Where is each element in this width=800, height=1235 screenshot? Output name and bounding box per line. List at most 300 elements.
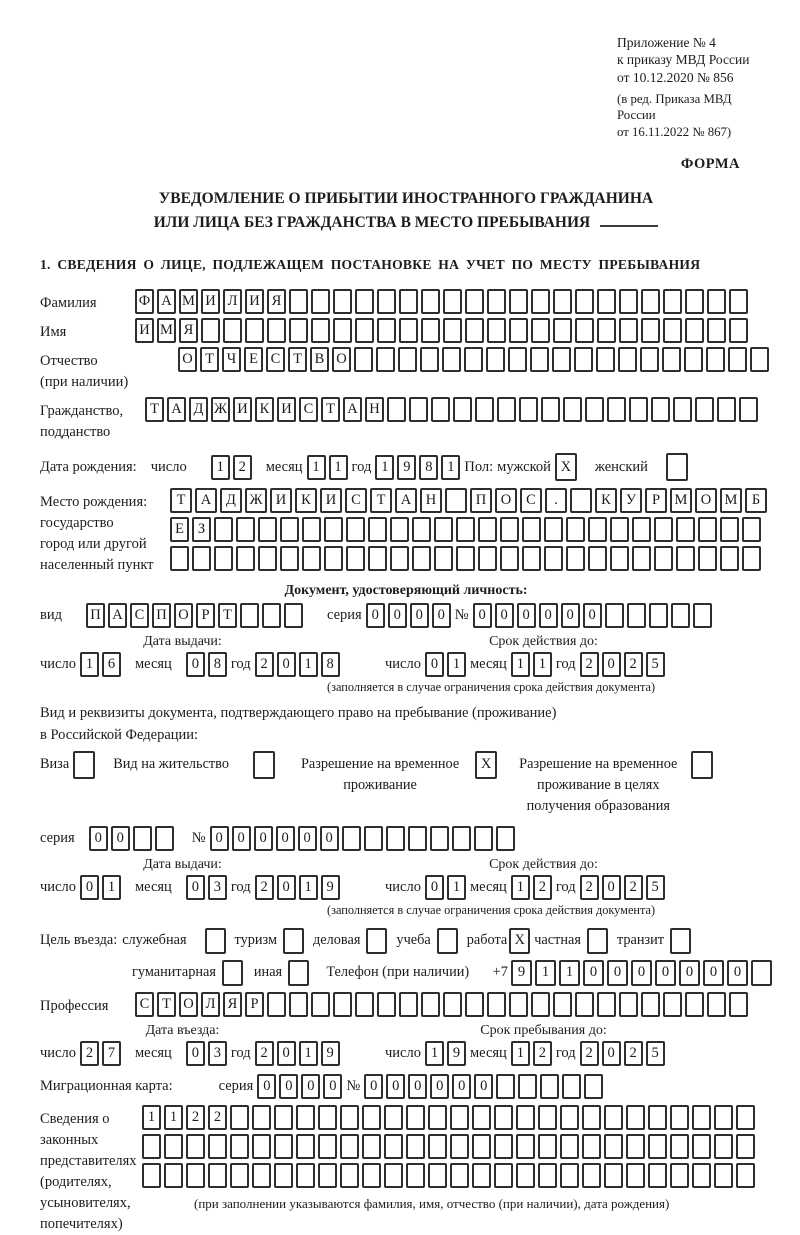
form-cell[interactable] bbox=[456, 517, 475, 542]
form-cell[interactable] bbox=[607, 397, 626, 422]
form-cell[interactable] bbox=[296, 1105, 315, 1130]
form-cell[interactable] bbox=[252, 1134, 271, 1159]
form-cell[interactable] bbox=[465, 289, 484, 314]
form-cell[interactable]: О bbox=[178, 347, 197, 372]
form-cell[interactable] bbox=[406, 1105, 425, 1130]
form-cell[interactable] bbox=[450, 1134, 469, 1159]
form-cell[interactable]: 8 bbox=[321, 652, 340, 677]
form-cell[interactable] bbox=[494, 1163, 513, 1188]
form-cell[interactable]: М bbox=[670, 488, 692, 513]
form-cell[interactable] bbox=[487, 318, 506, 343]
form-cell[interactable] bbox=[283, 928, 304, 954]
form-cell[interactable] bbox=[729, 289, 748, 314]
form-cell[interactable] bbox=[673, 397, 692, 422]
form-cell[interactable]: 7 bbox=[102, 1041, 121, 1066]
form-cell[interactable]: П bbox=[152, 603, 171, 628]
form-cell[interactable] bbox=[340, 1134, 359, 1159]
form-cell[interactable] bbox=[629, 397, 648, 422]
form-cell[interactable] bbox=[648, 1163, 667, 1188]
form-cell[interactable]: П bbox=[470, 488, 492, 513]
form-cell[interactable]: К bbox=[595, 488, 617, 513]
form-cell[interactable] bbox=[640, 347, 659, 372]
form-cell[interactable]: 1 bbox=[447, 652, 466, 677]
form-cell[interactable]: С bbox=[130, 603, 149, 628]
form-cell[interactable] bbox=[428, 1105, 447, 1130]
form-cell[interactable]: И bbox=[201, 289, 220, 314]
form-cell[interactable]: Т bbox=[218, 603, 237, 628]
form-cell[interactable] bbox=[450, 1105, 469, 1130]
form-cell[interactable] bbox=[619, 289, 638, 314]
form-cell[interactable] bbox=[651, 397, 670, 422]
form-cell[interactable] bbox=[230, 1105, 249, 1130]
form-cell[interactable] bbox=[475, 397, 494, 422]
form-cell[interactable] bbox=[245, 318, 264, 343]
form-cell[interactable]: 2 bbox=[580, 1041, 599, 1066]
form-cell[interactable]: Д bbox=[189, 397, 208, 422]
form-cell[interactable] bbox=[605, 603, 624, 628]
form-cell[interactable] bbox=[596, 347, 615, 372]
form-cell[interactable] bbox=[736, 1134, 755, 1159]
form-cell[interactable]: К bbox=[255, 397, 274, 422]
form-cell[interactable] bbox=[267, 992, 286, 1017]
form-cell[interactable] bbox=[333, 318, 352, 343]
form-cell[interactable]: С bbox=[299, 397, 318, 422]
form-cell[interactable] bbox=[588, 517, 607, 542]
form-cell[interactable]: 0 bbox=[323, 1074, 342, 1099]
form-cell[interactable]: 3 bbox=[208, 1041, 227, 1066]
form-cell[interactable]: 2 bbox=[208, 1105, 227, 1130]
form-cell[interactable] bbox=[736, 1105, 755, 1130]
form-cell[interactable]: 9 bbox=[321, 875, 340, 900]
form-cell[interactable] bbox=[324, 517, 343, 542]
form-cell[interactable]: 0 bbox=[425, 652, 444, 677]
form-cell[interactable] bbox=[714, 1105, 733, 1130]
form-cell[interactable] bbox=[472, 1105, 491, 1130]
form-cell[interactable] bbox=[597, 318, 616, 343]
form-cell[interactable]: О bbox=[495, 488, 517, 513]
form-cell[interactable] bbox=[729, 318, 748, 343]
form-cell[interactable]: Я bbox=[223, 992, 242, 1017]
form-cell[interactable]: 0 bbox=[703, 960, 724, 986]
form-cell[interactable]: 1 bbox=[533, 652, 552, 677]
form-cell[interactable]: X bbox=[509, 928, 530, 954]
form-cell[interactable]: 2 bbox=[255, 652, 274, 677]
form-cell[interactable]: 2 bbox=[255, 1041, 274, 1066]
form-cell[interactable] bbox=[553, 992, 572, 1017]
form-cell[interactable] bbox=[619, 318, 638, 343]
form-cell[interactable] bbox=[604, 1134, 623, 1159]
form-cell[interactable]: 0 bbox=[232, 826, 251, 851]
form-cell[interactable] bbox=[717, 397, 736, 422]
form-cell[interactable] bbox=[430, 826, 449, 851]
form-cell[interactable] bbox=[626, 1134, 645, 1159]
form-cell[interactable] bbox=[487, 992, 506, 1017]
form-cell[interactable]: 0 bbox=[254, 826, 273, 851]
form-cell[interactable]: У bbox=[620, 488, 642, 513]
form-cell[interactable] bbox=[588, 546, 607, 571]
form-cell[interactable]: Н bbox=[365, 397, 384, 422]
form-cell[interactable] bbox=[205, 928, 226, 954]
form-cell[interactable] bbox=[252, 1163, 271, 1188]
form-cell[interactable] bbox=[342, 826, 361, 851]
form-cell[interactable] bbox=[346, 517, 365, 542]
form-cell[interactable] bbox=[626, 1105, 645, 1130]
form-cell[interactable]: Ж bbox=[245, 488, 267, 513]
form-cell[interactable] bbox=[663, 289, 682, 314]
form-cell[interactable] bbox=[296, 1134, 315, 1159]
form-cell[interactable]: 1 bbox=[425, 1041, 444, 1066]
form-cell[interactable] bbox=[676, 517, 695, 542]
form-cell[interactable] bbox=[632, 546, 651, 571]
form-cell[interactable] bbox=[456, 546, 475, 571]
form-cell[interactable]: 1 bbox=[164, 1105, 183, 1130]
form-cell[interactable] bbox=[618, 347, 637, 372]
form-cell[interactable]: 1 bbox=[375, 455, 394, 480]
form-cell[interactable]: 0 bbox=[602, 652, 621, 677]
form-cell[interactable]: В bbox=[310, 347, 329, 372]
form-cell[interactable]: 0 bbox=[277, 652, 296, 677]
form-cell[interactable]: 0 bbox=[539, 603, 558, 628]
form-cell[interactable] bbox=[684, 347, 703, 372]
form-cell[interactable]: 1 bbox=[511, 875, 530, 900]
form-cell[interactable]: С bbox=[266, 347, 285, 372]
form-cell[interactable] bbox=[662, 347, 681, 372]
form-cell[interactable]: 0 bbox=[602, 1041, 621, 1066]
form-cell[interactable] bbox=[362, 1134, 381, 1159]
form-cell[interactable]: 0 bbox=[583, 960, 604, 986]
form-cell[interactable]: X bbox=[555, 453, 577, 481]
form-cell[interactable] bbox=[311, 318, 330, 343]
form-cell[interactable]: 0 bbox=[111, 826, 130, 851]
form-cell[interactable]: X bbox=[475, 751, 497, 779]
form-cell[interactable]: 5 bbox=[646, 875, 665, 900]
form-cell[interactable] bbox=[641, 318, 660, 343]
form-cell[interactable] bbox=[274, 1163, 293, 1188]
form-cell[interactable]: З bbox=[192, 517, 211, 542]
form-cell[interactable]: 2 bbox=[233, 455, 252, 480]
form-cell[interactable]: Н bbox=[420, 488, 442, 513]
form-cell[interactable] bbox=[584, 1074, 603, 1099]
form-cell[interactable]: С bbox=[135, 992, 154, 1017]
form-cell[interactable] bbox=[538, 1163, 557, 1188]
form-cell[interactable] bbox=[641, 992, 660, 1017]
form-cell[interactable] bbox=[384, 1163, 403, 1188]
form-cell[interactable] bbox=[236, 546, 255, 571]
form-cell[interactable] bbox=[575, 289, 594, 314]
form-cell[interactable] bbox=[695, 397, 714, 422]
form-cell[interactable] bbox=[186, 1163, 205, 1188]
form-cell[interactable] bbox=[472, 1163, 491, 1188]
form-cell[interactable]: А bbox=[195, 488, 217, 513]
form-cell[interactable]: Т bbox=[321, 397, 340, 422]
form-cell[interactable] bbox=[552, 347, 571, 372]
form-cell[interactable] bbox=[516, 1105, 535, 1130]
form-cell[interactable]: 1 bbox=[511, 1041, 530, 1066]
form-cell[interactable]: 0 bbox=[474, 1074, 493, 1099]
form-cell[interactable] bbox=[465, 992, 484, 1017]
form-cell[interactable] bbox=[562, 1074, 581, 1099]
form-cell[interactable] bbox=[707, 289, 726, 314]
form-cell[interactable]: 0 bbox=[607, 960, 628, 986]
form-cell[interactable] bbox=[582, 1134, 601, 1159]
form-cell[interactable]: 0 bbox=[388, 603, 407, 628]
form-cell[interactable]: 0 bbox=[279, 1074, 298, 1099]
form-cell[interactable] bbox=[597, 289, 616, 314]
form-cell[interactable] bbox=[142, 1163, 161, 1188]
form-cell[interactable]: 0 bbox=[602, 875, 621, 900]
form-cell[interactable]: . bbox=[545, 488, 567, 513]
form-cell[interactable] bbox=[714, 1134, 733, 1159]
form-cell[interactable] bbox=[333, 992, 352, 1017]
form-cell[interactable] bbox=[750, 347, 769, 372]
form-cell[interactable] bbox=[442, 347, 461, 372]
form-cell[interactable] bbox=[387, 397, 406, 422]
form-cell[interactable]: Т bbox=[288, 347, 307, 372]
form-cell[interactable]: 2 bbox=[624, 875, 643, 900]
form-cell[interactable]: 0 bbox=[257, 1074, 276, 1099]
form-cell[interactable]: 0 bbox=[301, 1074, 320, 1099]
form-cell[interactable] bbox=[509, 992, 528, 1017]
form-cell[interactable] bbox=[663, 992, 682, 1017]
form-cell[interactable] bbox=[648, 1105, 667, 1130]
form-cell[interactable] bbox=[421, 992, 440, 1017]
form-cell[interactable] bbox=[318, 1163, 337, 1188]
form-cell[interactable]: А bbox=[108, 603, 127, 628]
form-cell[interactable]: 2 bbox=[186, 1105, 205, 1130]
form-cell[interactable] bbox=[208, 1163, 227, 1188]
form-cell[interactable] bbox=[386, 826, 405, 851]
form-cell[interactable] bbox=[421, 318, 440, 343]
form-cell[interactable] bbox=[553, 318, 572, 343]
form-cell[interactable] bbox=[585, 397, 604, 422]
form-cell[interactable] bbox=[685, 318, 704, 343]
form-cell[interactable] bbox=[538, 1134, 557, 1159]
form-cell[interactable]: 0 bbox=[210, 826, 229, 851]
form-cell[interactable] bbox=[289, 289, 308, 314]
form-cell[interactable]: 0 bbox=[276, 826, 295, 851]
form-cell[interactable]: 0 bbox=[727, 960, 748, 986]
form-cell[interactable] bbox=[497, 397, 516, 422]
form-cell[interactable] bbox=[445, 488, 467, 513]
form-cell[interactable] bbox=[377, 992, 396, 1017]
form-cell[interactable] bbox=[707, 992, 726, 1017]
form-cell[interactable]: 0 bbox=[366, 603, 385, 628]
form-cell[interactable]: 1 bbox=[447, 875, 466, 900]
form-cell[interactable] bbox=[474, 826, 493, 851]
form-cell[interactable]: О bbox=[174, 603, 193, 628]
form-cell[interactable]: А bbox=[343, 397, 362, 422]
form-cell[interactable]: Л bbox=[201, 992, 220, 1017]
form-cell[interactable]: А bbox=[167, 397, 186, 422]
form-cell[interactable] bbox=[192, 546, 211, 571]
form-cell[interactable]: И bbox=[277, 397, 296, 422]
form-cell[interactable] bbox=[693, 603, 712, 628]
form-cell[interactable] bbox=[464, 347, 483, 372]
form-cell[interactable]: 0 bbox=[186, 652, 205, 677]
form-cell[interactable] bbox=[170, 546, 189, 571]
form-cell[interactable]: 1 bbox=[441, 455, 460, 480]
form-cell[interactable] bbox=[453, 397, 472, 422]
form-cell[interactable] bbox=[355, 992, 374, 1017]
form-cell[interactable] bbox=[318, 1105, 337, 1130]
form-cell[interactable] bbox=[340, 1105, 359, 1130]
form-cell[interactable] bbox=[632, 517, 651, 542]
form-cell[interactable] bbox=[522, 517, 541, 542]
form-cell[interactable]: И bbox=[270, 488, 292, 513]
form-cell[interactable] bbox=[240, 603, 259, 628]
form-cell[interactable] bbox=[289, 992, 308, 1017]
form-cell[interactable] bbox=[720, 517, 739, 542]
form-cell[interactable]: Ф bbox=[135, 289, 154, 314]
form-cell[interactable] bbox=[560, 1134, 579, 1159]
form-cell[interactable] bbox=[390, 517, 409, 542]
form-cell[interactable]: 0 bbox=[408, 1074, 427, 1099]
form-cell[interactable] bbox=[582, 1163, 601, 1188]
form-cell[interactable] bbox=[377, 318, 396, 343]
form-cell[interactable] bbox=[324, 546, 343, 571]
form-cell[interactable] bbox=[406, 1134, 425, 1159]
form-cell[interactable] bbox=[544, 517, 563, 542]
form-cell[interactable] bbox=[362, 1163, 381, 1188]
form-cell[interactable]: 0 bbox=[277, 875, 296, 900]
form-cell[interactable] bbox=[289, 318, 308, 343]
form-cell[interactable] bbox=[384, 1134, 403, 1159]
form-cell[interactable]: И bbox=[245, 289, 264, 314]
form-cell[interactable] bbox=[406, 1163, 425, 1188]
form-cell[interactable] bbox=[500, 517, 519, 542]
form-cell[interactable] bbox=[706, 347, 725, 372]
form-cell[interactable] bbox=[676, 546, 695, 571]
form-cell[interactable] bbox=[252, 1105, 271, 1130]
form-cell[interactable] bbox=[522, 546, 541, 571]
form-cell[interactable] bbox=[563, 397, 582, 422]
form-cell[interactable] bbox=[340, 1163, 359, 1188]
form-cell[interactable] bbox=[736, 1163, 755, 1188]
form-cell[interactable] bbox=[751, 960, 772, 986]
form-cell[interactable]: 0 bbox=[298, 826, 317, 851]
form-cell[interactable] bbox=[399, 992, 418, 1017]
form-cell[interactable]: 1 bbox=[511, 652, 530, 677]
form-cell[interactable] bbox=[267, 318, 286, 343]
form-cell[interactable]: 8 bbox=[419, 455, 438, 480]
form-cell[interactable] bbox=[566, 546, 585, 571]
form-cell[interactable]: 0 bbox=[410, 603, 429, 628]
form-cell[interactable] bbox=[742, 546, 761, 571]
form-cell[interactable] bbox=[258, 546, 277, 571]
form-cell[interactable] bbox=[368, 517, 387, 542]
form-cell[interactable]: 1 bbox=[307, 455, 326, 480]
form-cell[interactable] bbox=[570, 488, 592, 513]
form-cell[interactable] bbox=[496, 1074, 515, 1099]
form-cell[interactable] bbox=[280, 517, 299, 542]
form-cell[interactable]: Я bbox=[179, 318, 198, 343]
form-cell[interactable] bbox=[355, 318, 374, 343]
form-cell[interactable] bbox=[519, 397, 538, 422]
form-cell[interactable]: 9 bbox=[447, 1041, 466, 1066]
form-cell[interactable]: Я bbox=[267, 289, 286, 314]
form-cell[interactable] bbox=[500, 546, 519, 571]
form-cell[interactable]: А bbox=[395, 488, 417, 513]
form-cell[interactable]: 2 bbox=[533, 875, 552, 900]
form-cell[interactable] bbox=[742, 517, 761, 542]
form-cell[interactable] bbox=[450, 1163, 469, 1188]
form-cell[interactable]: 0 bbox=[186, 1041, 205, 1066]
form-cell[interactable] bbox=[692, 1163, 711, 1188]
form-cell[interactable] bbox=[574, 347, 593, 372]
form-cell[interactable] bbox=[280, 546, 299, 571]
form-cell[interactable]: 1 bbox=[211, 455, 230, 480]
form-cell[interactable]: 5 bbox=[646, 1041, 665, 1066]
form-cell[interactable]: И bbox=[320, 488, 342, 513]
form-cell[interactable] bbox=[663, 318, 682, 343]
form-cell[interactable] bbox=[368, 546, 387, 571]
form-cell[interactable] bbox=[496, 826, 515, 851]
form-cell[interactable] bbox=[412, 517, 431, 542]
form-cell[interactable] bbox=[230, 1134, 249, 1159]
form-cell[interactable] bbox=[274, 1134, 293, 1159]
form-cell[interactable] bbox=[408, 826, 427, 851]
form-cell[interactable]: Л bbox=[223, 289, 242, 314]
form-cell[interactable] bbox=[685, 992, 704, 1017]
form-cell[interactable] bbox=[377, 289, 396, 314]
form-cell[interactable] bbox=[296, 1163, 315, 1188]
form-cell[interactable] bbox=[541, 397, 560, 422]
form-cell[interactable] bbox=[575, 318, 594, 343]
form-cell[interactable] bbox=[230, 1163, 249, 1188]
form-cell[interactable] bbox=[654, 517, 673, 542]
form-cell[interactable]: Е bbox=[170, 517, 189, 542]
form-cell[interactable] bbox=[366, 928, 387, 954]
form-cell[interactable] bbox=[509, 289, 528, 314]
form-cell[interactable] bbox=[399, 289, 418, 314]
form-cell[interactable]: И bbox=[135, 318, 154, 343]
form-cell[interactable] bbox=[354, 347, 373, 372]
form-cell[interactable]: 1 bbox=[102, 875, 121, 900]
form-cell[interactable]: П bbox=[86, 603, 105, 628]
form-cell[interactable] bbox=[236, 517, 255, 542]
form-cell[interactable] bbox=[486, 347, 505, 372]
form-cell[interactable] bbox=[560, 1163, 579, 1188]
form-cell[interactable] bbox=[575, 992, 594, 1017]
form-cell[interactable]: 9 bbox=[397, 455, 416, 480]
form-cell[interactable] bbox=[582, 1105, 601, 1130]
form-cell[interactable]: Ж bbox=[211, 397, 230, 422]
form-cell[interactable]: А bbox=[157, 289, 176, 314]
form-cell[interactable] bbox=[619, 992, 638, 1017]
form-cell[interactable] bbox=[409, 397, 428, 422]
form-cell[interactable] bbox=[142, 1134, 161, 1159]
form-cell[interactable] bbox=[531, 318, 550, 343]
form-cell[interactable] bbox=[133, 826, 152, 851]
form-cell[interactable] bbox=[654, 546, 673, 571]
form-cell[interactable] bbox=[494, 1105, 513, 1130]
form-cell[interactable]: 2 bbox=[80, 1041, 99, 1066]
form-cell[interactable] bbox=[465, 318, 484, 343]
form-cell[interactable] bbox=[685, 289, 704, 314]
form-cell[interactable]: 2 bbox=[255, 875, 274, 900]
form-cell[interactable] bbox=[538, 1105, 557, 1130]
form-cell[interactable]: Ч bbox=[222, 347, 241, 372]
form-cell[interactable] bbox=[670, 1134, 689, 1159]
form-cell[interactable] bbox=[670, 1163, 689, 1188]
form-cell[interactable] bbox=[553, 289, 572, 314]
form-cell[interactable] bbox=[494, 1134, 513, 1159]
form-cell[interactable]: М bbox=[157, 318, 176, 343]
form-cell[interactable]: 0 bbox=[473, 603, 492, 628]
form-cell[interactable]: 2 bbox=[624, 1041, 643, 1066]
form-cell[interactable] bbox=[431, 397, 450, 422]
form-cell[interactable] bbox=[604, 1163, 623, 1188]
